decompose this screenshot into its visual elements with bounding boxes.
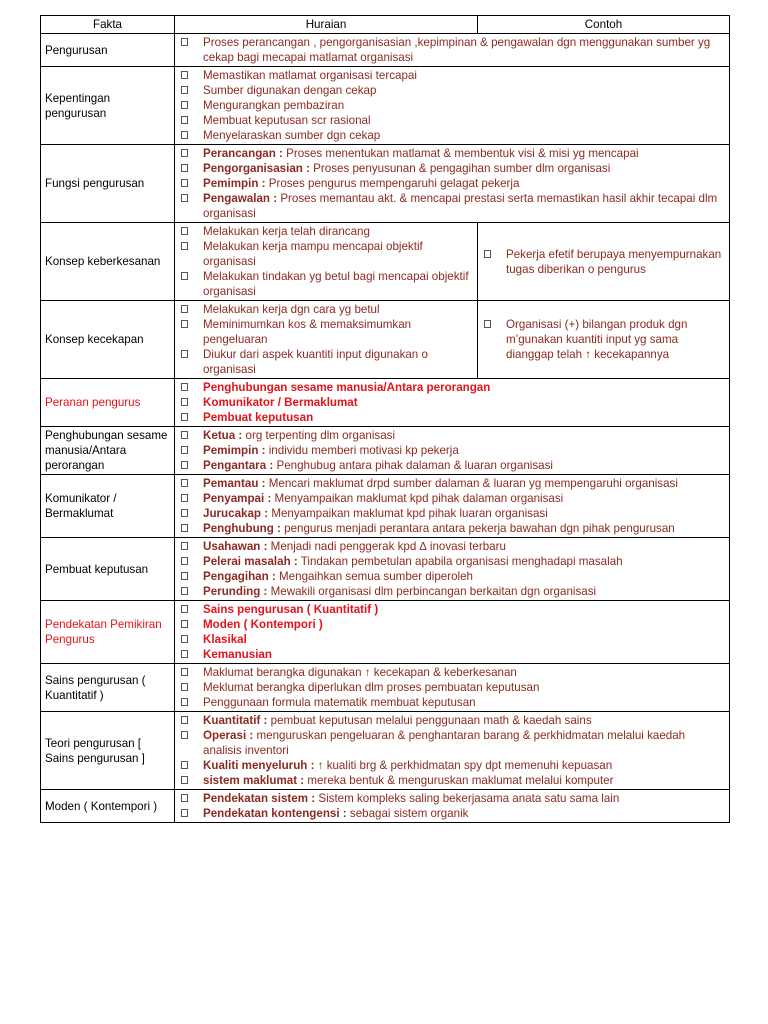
fakta-cell: Pengurusan: [41, 34, 175, 67]
checkbox-bullet-icon: [181, 509, 188, 517]
list-item: [179, 35, 725, 65]
list-item: [179, 395, 725, 410]
list-item: [179, 317, 473, 347]
list-item: [179, 647, 725, 662]
table-row: [41, 145, 730, 223]
item-text: Pembuat keputusan: [203, 411, 314, 424]
item-text: Membuat keputusan scr rasional: [203, 114, 371, 127]
list-item: [179, 239, 473, 269]
contoh-list: [482, 247, 725, 277]
item-text: Melakukan tindakan yg betul bagi mencapai objektif organisasi: [203, 270, 469, 298]
item-text: Proses pengurus mempengaruhi gelagat pekerja: [265, 177, 520, 190]
table-row: [41, 301, 730, 379]
huraian-cell: [175, 379, 730, 427]
header-row: [41, 16, 730, 34]
table-row: [41, 601, 730, 664]
huraian-cell: [175, 538, 730, 601]
item-term: Ketua :: [203, 429, 243, 442]
checkbox-bullet-icon: [181, 179, 188, 187]
item-text: Meklumat berangka diperlukan dlm proses pembuatan keputusan: [203, 681, 540, 694]
item-term: Pendekatan kontengensi :: [203, 807, 347, 820]
checkbox-bullet-icon: [181, 716, 188, 724]
huraian-cell: [175, 475, 730, 538]
item-text: Mengaihkan semua sumber diperoleh: [275, 570, 474, 583]
list-item: [179, 569, 725, 584]
list-item: [179, 728, 725, 758]
checkbox-bullet-icon: [181, 683, 188, 691]
item-term: Kualiti menyeluruh :: [203, 759, 315, 772]
list-item: [179, 83, 725, 98]
list-item: [179, 713, 725, 728]
item-text: Melakukan kerja telah dirancang: [203, 225, 370, 238]
item-text: Proses perancangan , pengorganisasian ,kepimpinan & pengawalan dgn menggunakan sumber yg cekap bagi mecapai matlamat organisasi: [203, 36, 711, 64]
item-text: Diukur dari aspek kuantiti input digunakan o organisasi: [203, 348, 428, 376]
item-text: Menjadi nadi penggerak kpd ∆ inovasi terbaru: [267, 540, 506, 553]
list-item: [179, 146, 725, 161]
huraian-list: [179, 68, 725, 143]
item-text: pembuat keputusan melalui penggunaan math & kaedah sains: [267, 714, 592, 727]
list-item: [179, 347, 473, 377]
checkbox-bullet-icon: [181, 383, 188, 391]
checkbox-bullet-icon: [181, 479, 188, 487]
item-term: Operasi :: [203, 729, 254, 742]
item-term: Pendekatan sistem :: [203, 792, 316, 805]
header-huraian: Huraian: [175, 16, 478, 34]
list-item: [179, 695, 725, 710]
checkbox-bullet-icon: [181, 542, 188, 550]
item-term: sistem maklumat :: [203, 774, 305, 787]
fakta-cell: Teori pengurusan [ Sains pengurusan ]: [41, 712, 175, 790]
item-text: Sumber digunakan dengan cekap: [203, 84, 377, 97]
huraian-cell: [175, 34, 730, 67]
item-text: Tindakan pembetulan apabila organisasi menghadapi masalah: [297, 555, 623, 568]
item-term: Pengorganisasian :: [203, 162, 310, 175]
list-item: [482, 317, 725, 362]
checkbox-bullet-icon: [484, 250, 491, 258]
checkbox-bullet-icon: [484, 320, 491, 328]
table-row: [41, 664, 730, 712]
checkbox-bullet-icon: [181, 650, 188, 658]
item-text: individu memberi motivasi kp pekerja: [265, 444, 459, 457]
item-text: Sains pengurusan ( Kuantitatif ): [203, 603, 379, 616]
item-text: Penggunaan formula matematik membuat keputusan: [203, 696, 476, 709]
huraian-list: [179, 302, 473, 377]
item-text: Organisasi (+) bilangan produk dgn m’gunakan kuantiti input yg sama dianggap telah ↑ kecekapannya: [506, 318, 688, 361]
checkbox-bullet-icon: [181, 794, 188, 802]
item-text: Melakukan kerja dgn cara yg betul: [203, 303, 380, 316]
notes-table: [40, 15, 730, 823]
fakta-cell: Komunikator / Bermaklumat: [41, 475, 175, 538]
item-text: Mengurangkan pembaziran: [203, 99, 345, 112]
item-text: Kemanusian: [203, 648, 272, 661]
checkbox-bullet-icon: [181, 227, 188, 235]
list-item: [179, 602, 725, 617]
huraian-cell: [175, 712, 730, 790]
item-text: sebagai sistem organik: [346, 807, 469, 820]
huraian-list: [179, 602, 725, 662]
checkbox-bullet-icon: [181, 149, 188, 157]
checkbox-bullet-icon: [181, 698, 188, 706]
item-text: Melakukan kerja mampu mencapai objektif organisasi: [203, 240, 423, 268]
item-term: Usahawan :: [203, 540, 268, 553]
item-text: Memastikan matlamat organisasi tercapai: [203, 69, 417, 82]
item-text: Menyampaikan maklumat kpd pihak luaran organisasi: [268, 507, 548, 520]
item-text: Komunikator / Bermaklumat: [203, 396, 358, 409]
list-item: [179, 458, 725, 473]
item-text: Proses memantau akt. & mencapai prestasi serta memastikan hasil akhir tecapai dlm organisasi: [203, 192, 718, 220]
list-item: [179, 302, 473, 317]
checkbox-bullet-icon: [181, 86, 188, 94]
item-text: Meminimumkan kos & memaksimumkan pengeluaran: [203, 318, 412, 346]
huraian-list: [179, 146, 725, 221]
checkbox-bullet-icon: [181, 101, 188, 109]
fakta-cell: Peranan pengurus: [41, 379, 175, 427]
fakta-cell: Sains pengurusan ( Kuantitatif ): [41, 664, 175, 712]
list-item: [179, 521, 725, 536]
list-item: [179, 269, 473, 299]
table-row: [41, 67, 730, 145]
list-item: [179, 176, 725, 191]
list-item: [179, 617, 725, 632]
huraian-list: [179, 476, 725, 536]
list-item: [179, 224, 473, 239]
list-item: [179, 443, 725, 458]
item-text: Moden ( Kontempori ): [203, 618, 323, 631]
fakta-cell: Penghubungan sesame manusia/Antara perorangan: [41, 427, 175, 475]
header-contoh: Contoh: [478, 16, 730, 34]
checkbox-bullet-icon: [181, 620, 188, 628]
table-row: [41, 427, 730, 475]
list-item: [179, 554, 725, 569]
list-item: [179, 773, 725, 788]
checkbox-bullet-icon: [181, 668, 188, 676]
item-term: Pengantara :: [203, 459, 274, 472]
huraian-cell: [175, 301, 478, 379]
huraian-cell: [175, 145, 730, 223]
header-fakta: Fakta: [41, 16, 175, 34]
checkbox-bullet-icon: [181, 350, 188, 358]
checkbox-bullet-icon: [181, 776, 188, 784]
list-item: [482, 247, 725, 277]
contoh-list: [482, 317, 725, 362]
list-item: [179, 161, 725, 176]
item-term: Perancangan :: [203, 147, 283, 160]
item-text: Penghubug antara pihak dalaman & luaran organisasi: [273, 459, 553, 472]
item-text: Pekerja efetif berupaya menyempurnakan tugas diberikan o pengurus: [506, 247, 722, 276]
item-text: Proses menentukan matlamat & membentuk visi & misi yg mencapai: [282, 147, 639, 160]
item-text: Proses penyusunan & pengagihan sumber dlm organisasi: [309, 162, 611, 175]
table-row: [41, 379, 730, 427]
item-text: Menyampaikan maklumat kpd pihak dalaman organisasi: [271, 492, 564, 505]
list-item: [179, 665, 725, 680]
list-item: [179, 113, 725, 128]
huraian-list: [179, 35, 725, 65]
checkbox-bullet-icon: [181, 557, 188, 565]
checkbox-bullet-icon: [181, 305, 188, 313]
checkbox-bullet-icon: [181, 635, 188, 643]
contoh-cell: [478, 301, 730, 379]
list-item: [179, 791, 725, 806]
checkbox-bullet-icon: [181, 572, 188, 580]
huraian-list: [179, 665, 725, 710]
list-item: [179, 410, 725, 425]
checkbox-bullet-icon: [181, 431, 188, 439]
item-term: Kuantitatif :: [203, 714, 268, 727]
table-row: [41, 712, 730, 790]
list-item: [179, 491, 725, 506]
checkbox-bullet-icon: [181, 605, 188, 613]
huraian-list: [179, 791, 725, 821]
table-row: [41, 34, 730, 67]
list-item: [179, 128, 725, 143]
checkbox-bullet-icon: [181, 809, 188, 817]
checkbox-bullet-icon: [181, 524, 188, 532]
item-text: Menyelaraskan sumber dgn cekap: [203, 129, 381, 142]
item-text: org terpenting dlm organisasi: [242, 429, 396, 442]
item-text: Klasikal: [203, 633, 247, 646]
huraian-cell: [175, 223, 478, 301]
checkbox-bullet-icon: [181, 446, 188, 454]
checkbox-bullet-icon: [181, 116, 188, 124]
checkbox-bullet-icon: [181, 194, 188, 202]
fakta-cell: Fungsi pengurusan: [41, 145, 175, 223]
table-row: [41, 223, 730, 301]
table-row: [41, 790, 730, 823]
checkbox-bullet-icon: [181, 398, 188, 406]
checkbox-bullet-icon: [181, 461, 188, 469]
item-term: Pemimpin :: [203, 177, 266, 190]
checkbox-bullet-icon: [181, 71, 188, 79]
checkbox-bullet-icon: [181, 164, 188, 172]
list-item: [179, 806, 725, 821]
huraian-cell: [175, 790, 730, 823]
item-text: ↑ kualiti brg & perkhidmatan spy dpt memenuhi kepuasan: [314, 759, 613, 772]
list-item: [179, 758, 725, 773]
huraian-cell: [175, 664, 730, 712]
item-text: Mewakili organisasi dlm perbincangan berkaitan dgn organisasi: [267, 585, 597, 598]
table-row: [41, 475, 730, 538]
huraian-list: [179, 713, 725, 788]
checkbox-bullet-icon: [181, 761, 188, 769]
item-text: Sistem kompleks saling bekerjasama anata satu sama lain: [315, 792, 620, 805]
checkbox-bullet-icon: [181, 242, 188, 250]
huraian-cell: [175, 427, 730, 475]
item-term: Pemimpin :: [203, 444, 266, 457]
checkbox-bullet-icon: [181, 587, 188, 595]
table-row: [41, 538, 730, 601]
huraian-list: [179, 224, 473, 299]
list-item: [179, 506, 725, 521]
item-term: Pengawalan :: [203, 192, 278, 205]
list-item: [179, 98, 725, 113]
item-text: pengurus menjadi perantara antara pekerja bawahan dgn pihak pengurusan: [280, 522, 675, 535]
contoh-cell: [478, 223, 730, 301]
item-term: Penyampai :: [203, 492, 272, 505]
huraian-cell: [175, 67, 730, 145]
list-item: [179, 68, 725, 83]
list-item: [179, 680, 725, 695]
item-term: Pemantau :: [203, 477, 266, 490]
item-text: Penghubungan sesame manusia/Antara perorangan: [203, 381, 491, 394]
fakta-cell: Kepentingan pengurusan: [41, 67, 175, 145]
checkbox-bullet-icon: [181, 731, 188, 739]
huraian-list: [179, 539, 725, 599]
item-term: Penghubung :: [203, 522, 281, 535]
list-item: [179, 539, 725, 554]
list-item: [179, 191, 725, 221]
list-item: [179, 428, 725, 443]
huraian-list: [179, 380, 725, 425]
fakta-cell: Konsep kecekapan: [41, 301, 175, 379]
checkbox-bullet-icon: [181, 413, 188, 421]
checkbox-bullet-icon: [181, 494, 188, 502]
item-text: Maklumat berangka digunakan ↑ kecekapan & keberkesanan: [203, 666, 517, 679]
checkbox-bullet-icon: [181, 320, 188, 328]
list-item: [179, 380, 725, 395]
fakta-cell: Pembuat keputusan: [41, 538, 175, 601]
checkbox-bullet-icon: [181, 38, 188, 46]
item-text: menguruskan pengeluaran & penghantaran barang & perkhidmatan melalui kaedah analisis inventori: [203, 729, 686, 757]
list-item: [179, 632, 725, 647]
item-term: Perunding :: [203, 585, 268, 598]
item-term: Pelerai masalah :: [203, 555, 298, 568]
checkbox-bullet-icon: [181, 272, 188, 280]
checkbox-bullet-icon: [181, 131, 188, 139]
fakta-cell: Konsep keberkesanan: [41, 223, 175, 301]
item-term: Pengagihan :: [203, 570, 276, 583]
item-text: mereka bentuk & menguruskan maklumat melalui komputer: [304, 774, 614, 787]
fakta-cell: Pendekatan Pemikiran Pengurus: [41, 601, 175, 664]
huraian-list: [179, 428, 725, 473]
huraian-cell: [175, 601, 730, 664]
item-term: Jurucakap :: [203, 507, 269, 520]
fakta-cell: Moden ( Kontempori ): [41, 790, 175, 823]
list-item: [179, 476, 725, 491]
list-item: [179, 584, 725, 599]
item-text: Mencari maklumat drpd sumber dalaman & luaran yg mempengaruhi organisasi: [265, 477, 678, 490]
